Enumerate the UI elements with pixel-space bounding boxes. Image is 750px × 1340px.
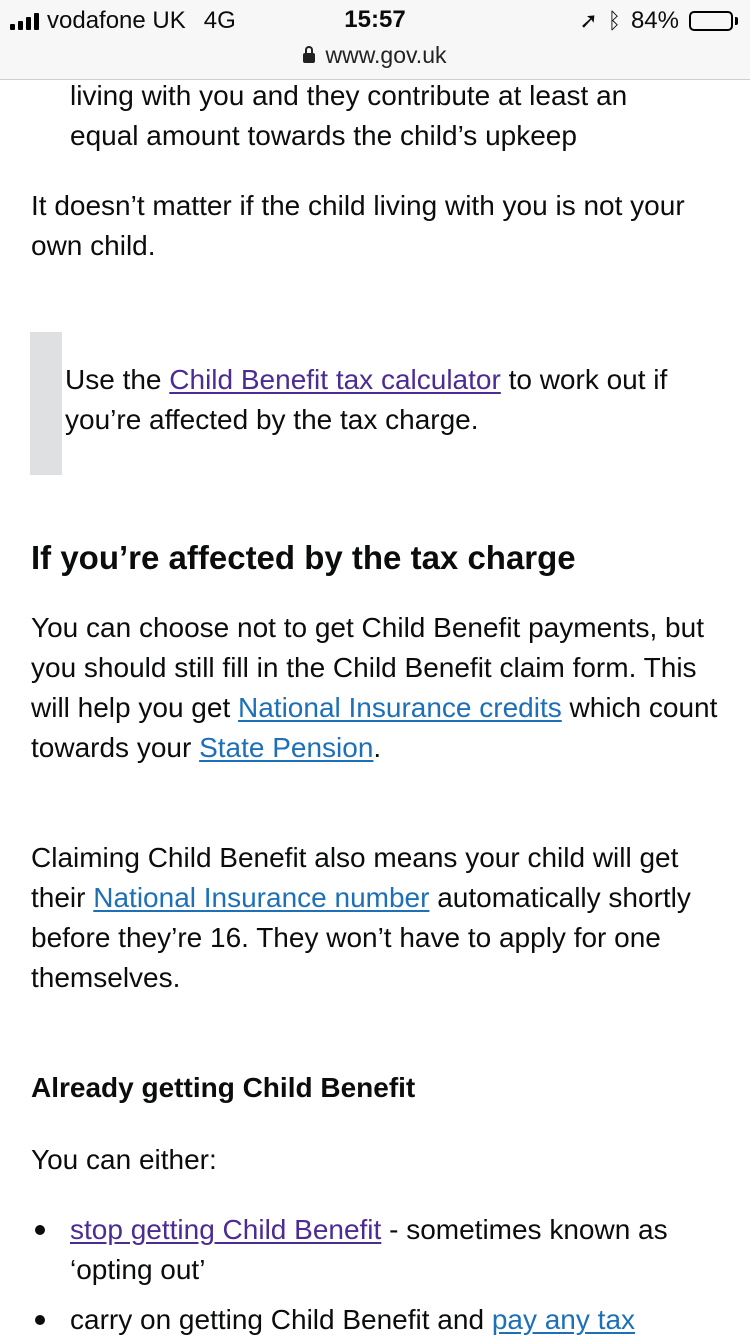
child-benefit-tax-calculator-link[interactable]: Child Benefit tax calculator [169,364,501,395]
location-arrow-icon: ➚ [579,8,598,33]
inset-text-after: to work out if you’re affected by the tax charge. [65,364,668,435]
address-bar[interactable] [0,40,750,70]
status-bar [0,0,750,80]
paragraph-not-own-child: It doesn’t matter if the child living with you is not your own child. [31,190,685,261]
list-item-text: - sometimes known as ‘opting out’ [70,1214,668,1285]
national-insurance-credits-link[interactable]: National Insurance credits [238,692,562,723]
options-list [31,1210,721,1340]
bluetooth-icon: ᛒ [607,8,621,33]
status-bar-right [579,6,738,36]
address-url: www.gov.uk [325,41,447,68]
status-time: 15:57 [344,6,406,33]
inset-border [30,332,62,475]
list-item [31,1210,721,1290]
claiming-text-2: automatically shortly before they’re 16. They won’t have to apply for one themselves. [31,882,691,993]
paragraph-choose-not-to-get [31,608,721,768]
choose-text-2: which count towards your [31,692,718,763]
inset-paragraph [65,360,705,440]
signal-strength-icon [10,12,39,30]
inset-text-before: Use the [65,364,170,395]
paragraph-claiming-child-benefit [31,838,726,998]
fragment-line-2: equal amount towards the child’s upkeep [70,120,577,151]
heading-affected-by-tax-charge: If you’re affected by the tax charge [31,539,576,576]
battery-icon [689,11,738,31]
list-item-text: carry on getting Child Benefit and [70,1304,492,1335]
list-item [31,1300,721,1340]
paragraph-you-can-either: You can either: [31,1144,217,1175]
pay-any-tax-link[interactable]: pay any tax [491,1304,636,1335]
state-pension-link[interactable]: State Pension [199,732,374,763]
fragment-line-1: living with you and they contribute at least an [70,80,628,111]
network-type: 4G [203,7,236,34]
claiming-text-1: Claiming Child Benefit also means your child will get their [31,842,679,913]
carrier-name: vodafone UK [47,7,186,34]
stop-getting-child-benefit-link[interactable]: stop getting Child Benefit [70,1214,382,1245]
battery-percent: 84% [630,7,679,34]
heading-already-getting: Already getting Child Benefit [31,1072,416,1103]
choose-text-1: You can choose not to get Child Benefit payments, but you should still fill in the Child Benefit claim form. This will help you get [31,612,704,723]
national-insurance-number-link[interactable]: National Insurance number [93,882,430,913]
choose-text-3: . [373,732,382,763]
status-bar-left [10,6,236,36]
list-item-fragment [70,76,730,156]
lock-icon [303,53,315,63]
